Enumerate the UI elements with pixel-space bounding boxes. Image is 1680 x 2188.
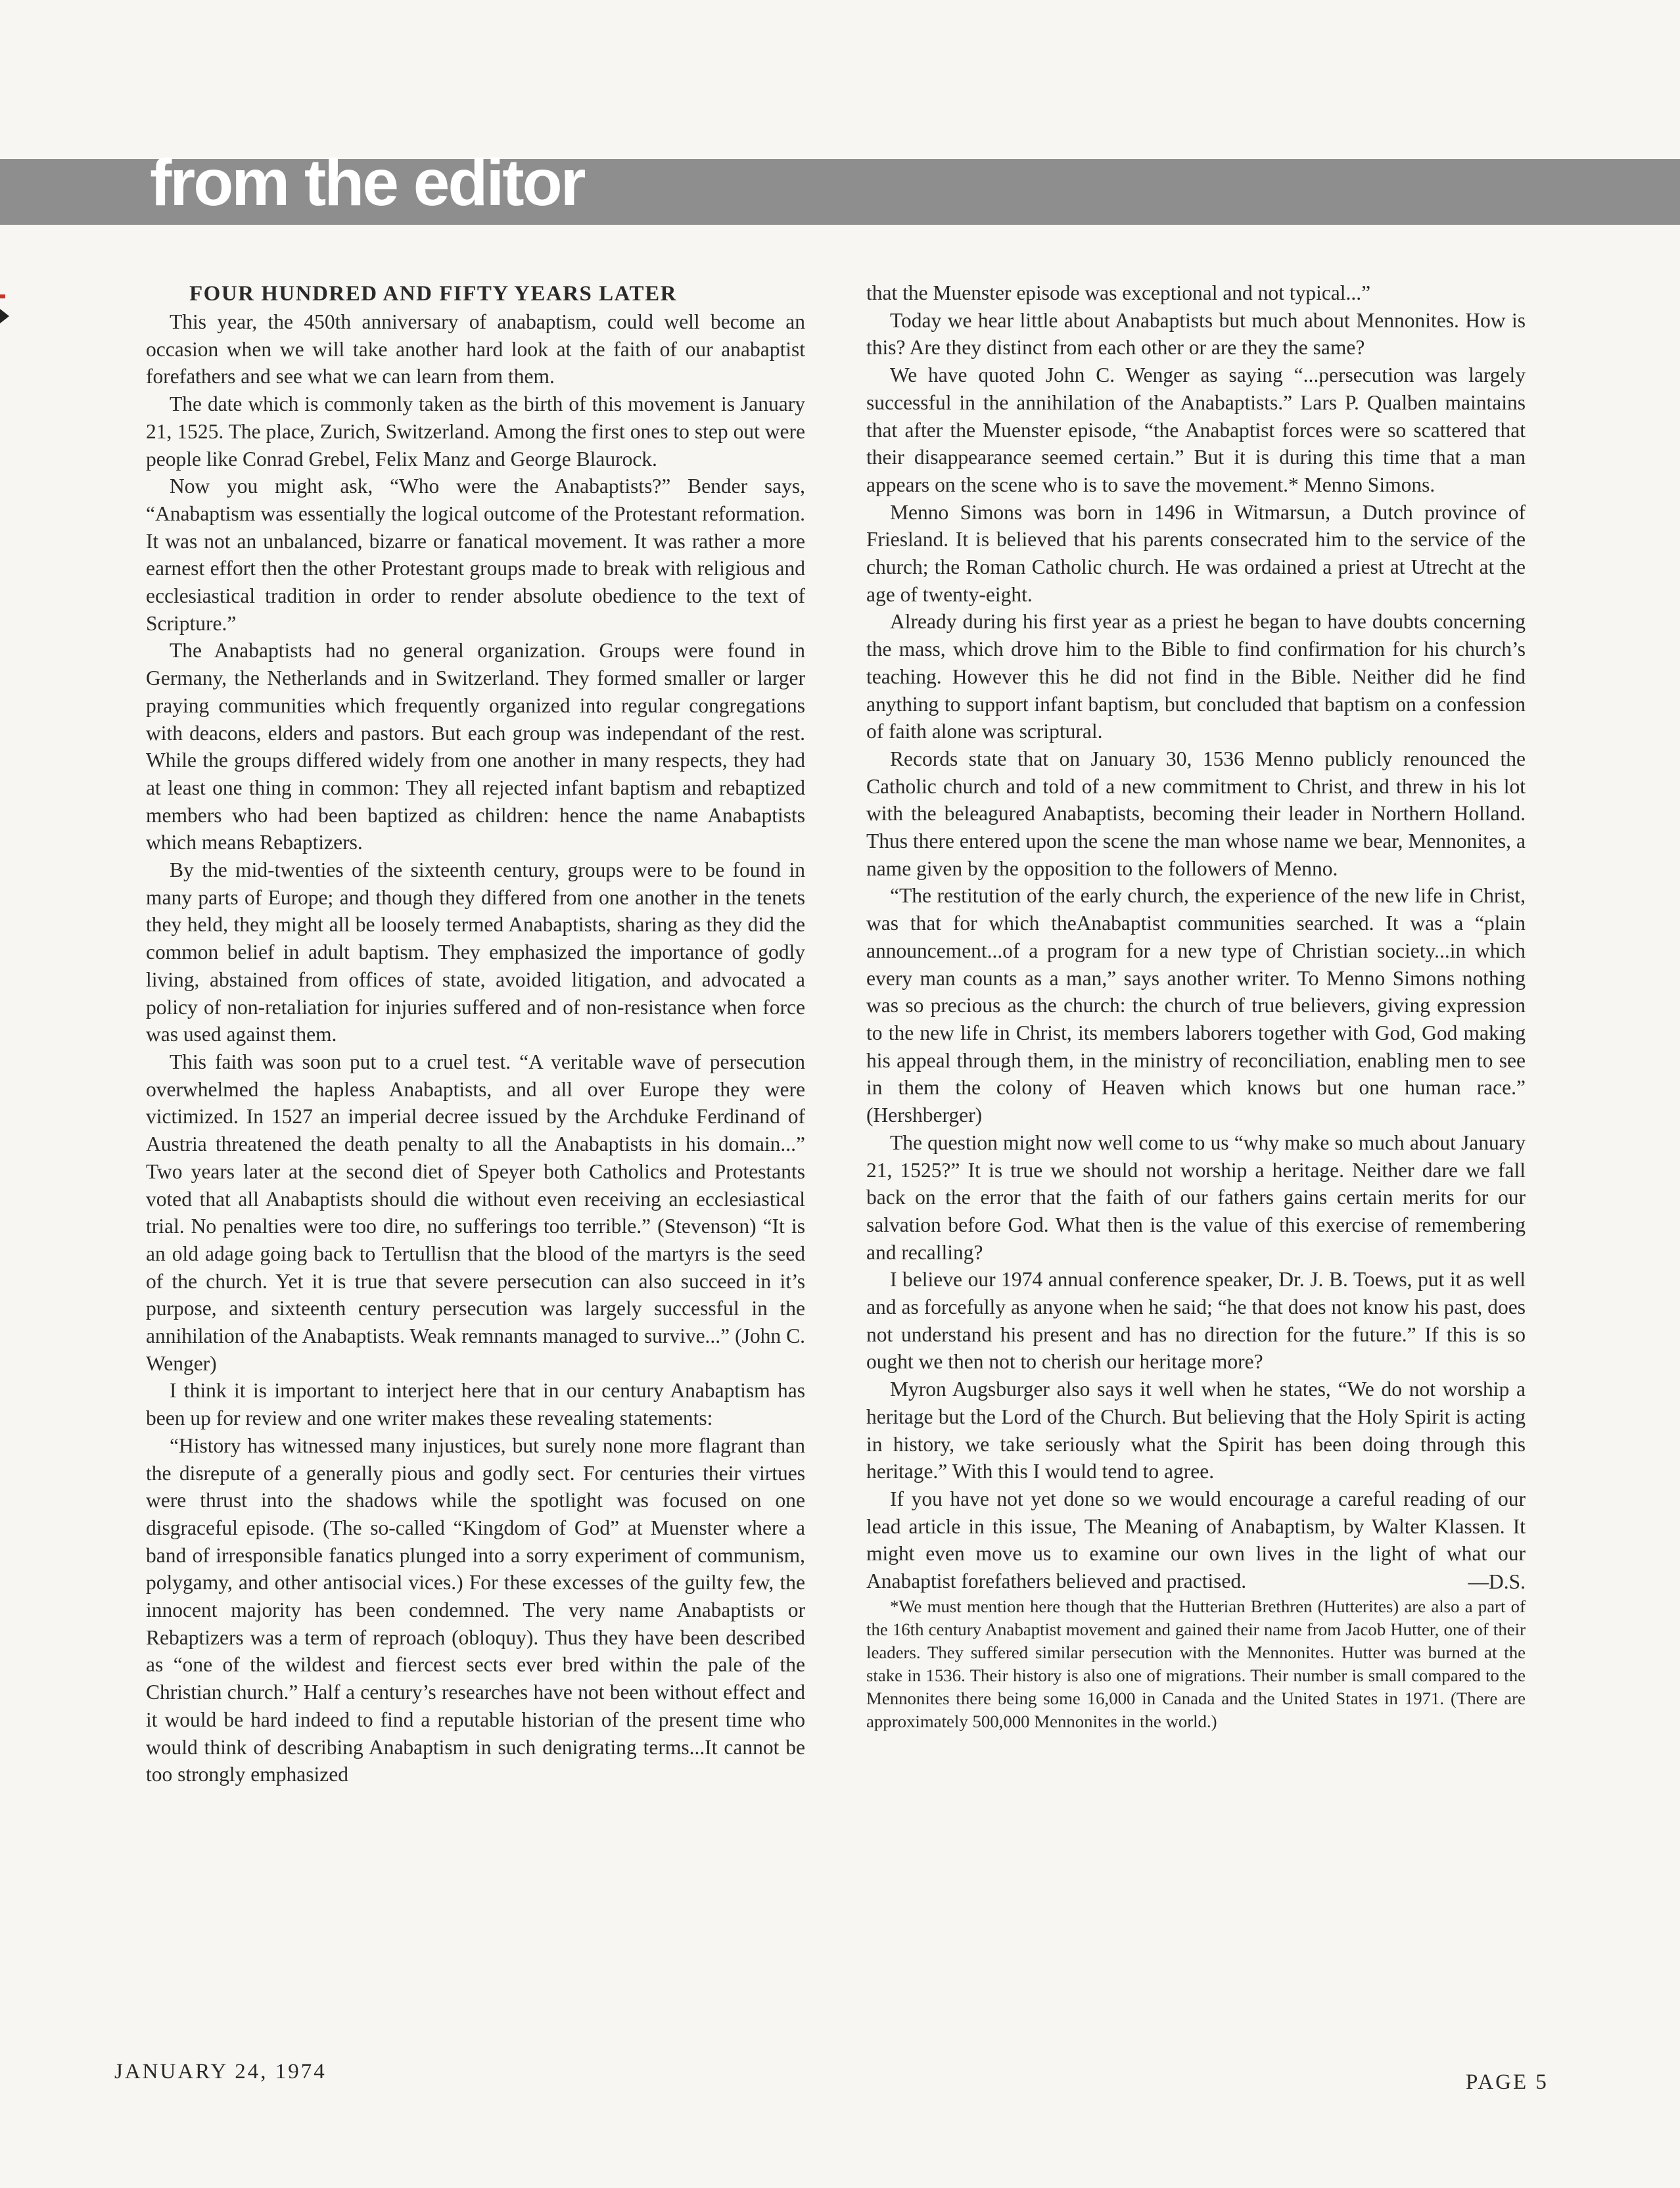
paragraph: The question might now well come to us “why make so much about January 21, 1525?” It is true we should not worship a heritage. Neither dare we fall back on the error that the faith of our fathers gains certain merits for our salvation before God. What then is the value of this exercise of remembering and recalling? xyxy=(866,1130,1526,1264)
paragraph: Menno Simons was born in 1496 in Witmarsun, a Dutch province of Friesland. It is believed that his parents consecrated him to the service of the church; the Roman Catholic church. He was ordained a priest at Utrecht at the age of twenty-eight. xyxy=(866,500,1526,606)
paragraph: Already during his first year as a priest he began to have doubts concerning the mass, which drove him to the Bible to find confirmation for his church’s teaching. However this he did not find in the Bible. Neither did he find anything to support infant baptism, but concluded that baptism on a confession of faith alone was scriptural. xyxy=(866,610,1526,743)
margin-arrow-icon xyxy=(0,309,9,323)
paragraph: Now you might ask, “Who were the Anabaptists?” Bender says, “Anabaptism was essentially the logical outcome of the Protestant reformation. It was not an unbalanced, bizarre or fanatical movement. It was rather a more earnest effort then the other Protestant groups made to break with religious and ecclesiastical tradition in order to render absolute obedience to the text of Scripture.” xyxy=(146,475,805,635)
paragraph: Records state that on January 30, 1536 Menno publicly renounced the Catholic church and told of a new commitment to Christ, and threw in his lot with the beleagured Anabaptists, becoming their leader in Northern Holland. Thus there entered upon the scene the man whose name we bear, Mennonites, a name given by the opposition to the followers of Menno. xyxy=(866,747,1526,880)
footnote: *We must mention here though that the Hutterian Brethren (Hutterites) are also a part of the 16th century Anabaptist movement and gained their name from Jacob Hutter, one of their leaders. They suffered similar persecution with the Mennonites. Hutter was burned at the stake in 1536. Their history is also one of migrations. Their number is small compared to the Mennonites there being some 16,000 in Canada and the United States in 1971. (There are approximately 500,000 Mennonites in the world.) xyxy=(866,1596,1526,1732)
paragraph: The date which is commonly taken as the birth of this movement is January 21, 1525. The place, Zurich, Switzerland. Among the first ones to step out were people like Conrad Grebel, Felix Manz and George Blaurock. xyxy=(146,392,805,471)
paragraph: By the mid-twenties of the sixteenth century, groups were to be found in many parts of Europe; and though they differed from one another in the tenets they held, they might all be loosely termed Anabaptists, sharing as they did the common belief in adult baptism. They emphasized the importance of godly living, abstained from offices of state, avoided litigation, and advocated a policy of non-retaliation for injuries suffered and of non-resistance when force was used against them. xyxy=(146,858,805,1046)
paragraph: I think it is important to interject here that in our century Anabaptism has been up for review and one writer makes these revealing statements: xyxy=(146,1379,805,1430)
paragraph: This year, the 450th anniversary of anabaptism, could well become an occasion when we will take another hard look at the faith of our anabaptist forefathers and see what we can learn from them. xyxy=(146,310,805,388)
paragraph: I believe our 1974 annual conference speaker, Dr. J. B. Toews, put it as well and as forcefully as anyone when he said; “he that does not know his past, does not understand his present and has no direction for the future.” If this is so ought we then not to cherish our heritage more? xyxy=(866,1268,1526,1374)
paragraph: The Anabaptists had no general organization. Groups were found in Germany, the Netherlands and in Switzerland. They formed smaller or larger praying communities which frequently organized into regular congregations with deacons, elders and pastors. But each group was independant of the rest. While the groups differed widely from one another in many respects, they had at least one thing in common: They all rejected infant baptism and rebaptized members who had been baptized as children: hence the name Anabaptists which means Rebaptizers. xyxy=(146,639,805,854)
page-number: PAGE 5 xyxy=(1466,2070,1549,2094)
article-heading: FOUR HUNDRED AND FIFTY YEARS LATER xyxy=(189,282,677,306)
paragraph: We have quoted John C. Wenger as saying “...persecution was largely successful in the annihilation of the Anabaptists.” Lars P. Qualben maintains that after the Muenster episode, “the Anabaptist forces were so scattered that their disappearance seemed certain.” But it is during this time that a man appears on the scene who is to save the movement.* Menno Simons. xyxy=(866,363,1526,496)
paragraph: that the Muenster episode was exceptional and not typical...” xyxy=(866,281,1371,304)
margin-mark xyxy=(0,294,5,298)
left-column xyxy=(146,279,805,1788)
paragraph: “The restitution of the early church, the experience of the new life in Christ, was that for which theAnabaptist communities searched. It was a “plain announcement...of a program for a new type of Christian society...in which every man counts as a man,” says another writer. To Menno Simons nothing was so precious as the church: the church of true believers, giving expression to the new life in Christ, its members laborers together with God, God making his appeal through them, in the ministry of reconciliation, enabling men to see in them the colony of Heaven which knows but one human race.” (Hershberger) xyxy=(866,884,1526,1127)
paragraph: Today we hear little about Anabaptists but much about Mennonites. How is this? Are they distinct from each other or are they the same? xyxy=(866,308,1526,360)
paragraph: This faith was soon put to a cruel test. “A veritable wave of persecution overwhelmed the hapless Anabaptists, and all over Europe they were victimized. In 1527 an imperial decree issued by the Archduke Ferdinand of Austria threatened the death penalty to all the Anabaptists in his domain...” Two years later at the second diet of Speyer both Catholics and Protestants voted that all Anabaptists should die without even receiving an ecclesiastical trial. No penalties were too dire, no sufferings too terrible.” (Stevenson) “It is an old adage going back to Tertullisn that the blood of the martyrs is the seed of the church. Yet it is true that severe persecution can also succeed in it’s purpose, and sixteenth century persecution was largely successful in the annihilation of the Anabaptists. Weak remnants managed to survive...” (John C. Wenger) xyxy=(146,1050,805,1375)
section-title: from the editor xyxy=(150,146,584,220)
right-column xyxy=(866,279,1526,1733)
issue-date: JANUARY 24, 1974 xyxy=(114,2060,327,2083)
paragraph: “History has witnessed many injustices, but surely none more flagrant than the disrepute of a generally pious and godly sect. For centuries their virtues were thrust into the shadows while the spotlight was focused on one disgraceful episode. (The so-called “Kingdom of God” at Muenster where a band of irresponsible fanatics plunged into a sorry experiment of communism, polygamy, and other antisocial vices.) For these excesses of the guilty few, the innocent majority has been condemned. The very name Anabaptists or Rebaptizers was a term of reproach (obloquy). Thus they have been described as “one of the wildest and fiercest sects ever bred within the pale of the Christian church.” Half a century’s researches have not been without effect and it would be hard indeed to find a reputable historian of the present time who would think of describing Anabaptism in such denigrating terms...It cannot be too strongly emphasized xyxy=(146,1433,805,1786)
paragraph: Myron Augsburger also says it well when he states, “We do not worship a heritage but the Lord of the Church. But believing that the Holy Spirit is acting in history, we take seriously what the Spirit has been doing through this heritage.” With this I would tend to agree. xyxy=(866,1378,1526,1483)
paragraph: If you have not yet done so we would encourage a careful reading of our lead article in this issue, The Meaning of Anabaptism, by Walter Klassen. It might even move us to examine our own lives in the light of what our Anabaptist forefathers believed and practised. xyxy=(866,1487,1526,1593)
signature: —D.S. xyxy=(1468,1570,1526,1593)
